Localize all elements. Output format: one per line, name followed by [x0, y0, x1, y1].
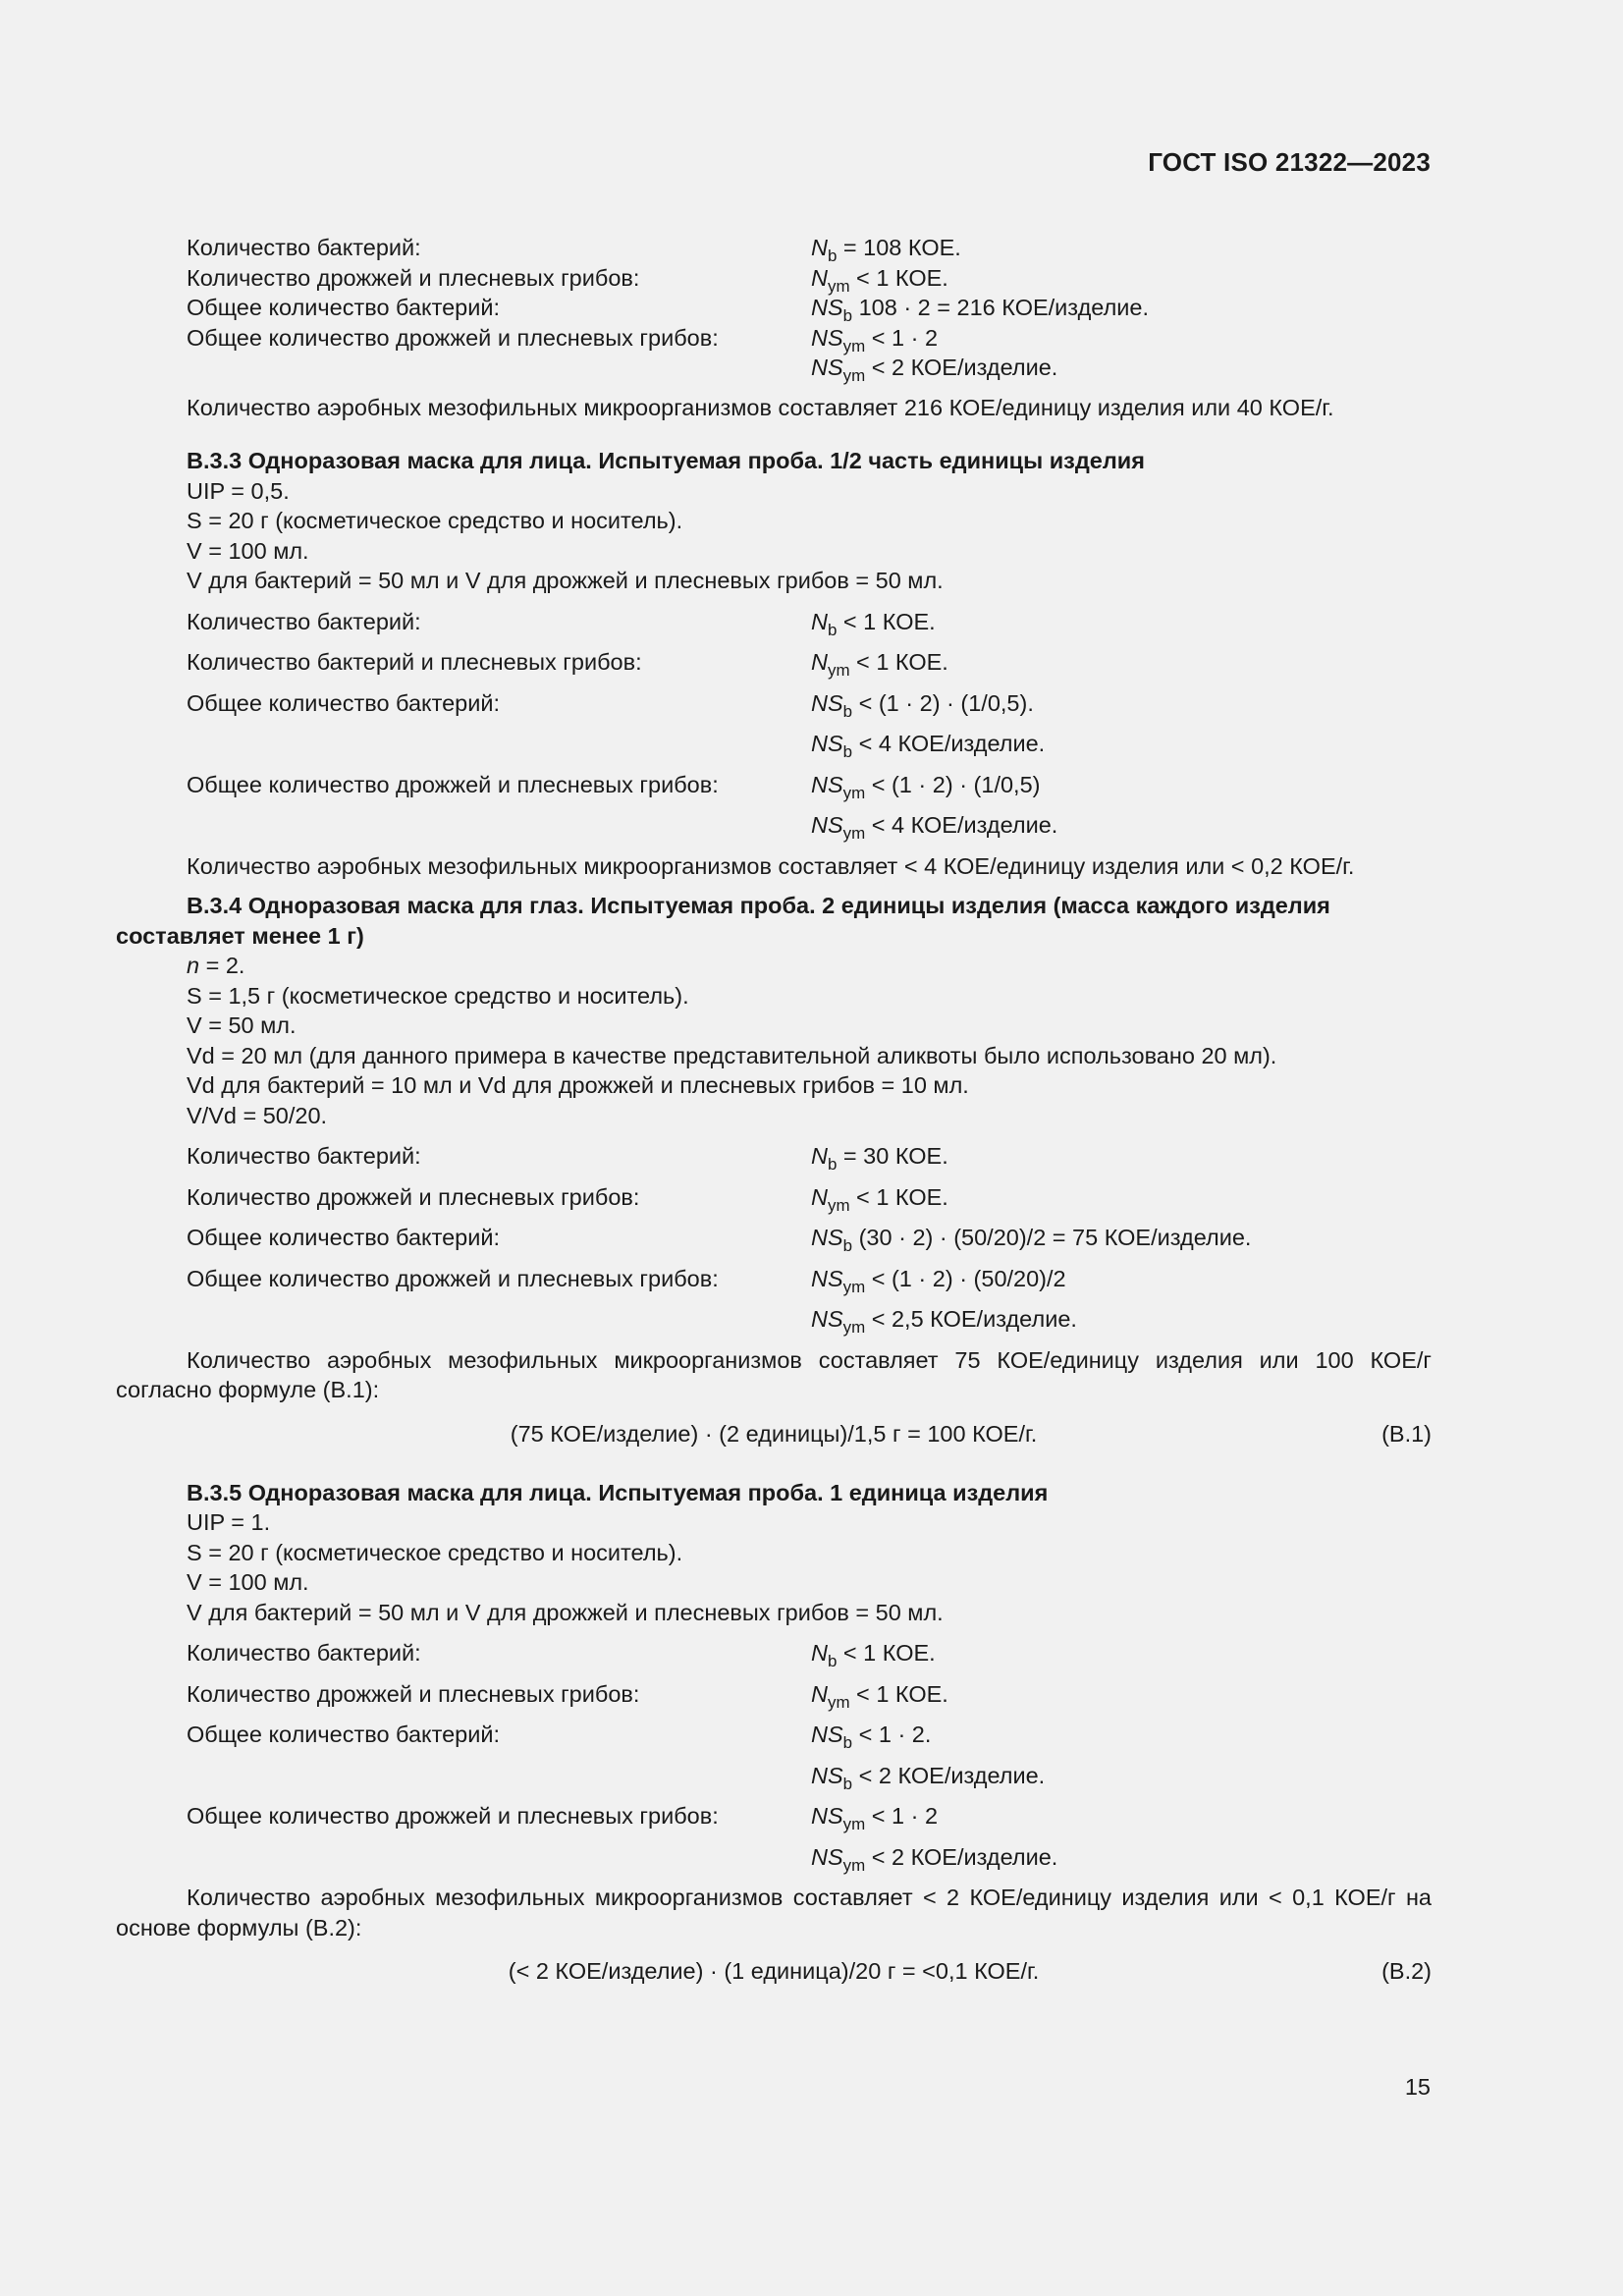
symbol-subscript: ym: [842, 1855, 866, 1875]
symbol-subscript: b: [842, 1774, 853, 1793]
formula-b2: [116, 1956, 1432, 1992]
parameter-line: UIP = 0,5.: [187, 477, 290, 504]
result-label: [116, 1304, 811, 1345]
symbol-subscript: ym: [827, 1692, 850, 1712]
formula-expression: (75 КОЕ/изделие) · (2 единицы)/1,5 г = 100 КОЕ/г.: [510, 1420, 1038, 1447]
result-value: [811, 810, 1432, 851]
result-label: Общее количество бактерий:: [187, 295, 501, 320]
symbol-subscript: ym: [827, 276, 850, 296]
result-label: Количество дрожжей и плесневых грибов:: [187, 264, 640, 291]
symbol: NS: [811, 1843, 843, 1870]
result-label: [116, 1842, 811, 1884]
section-heading-b34: В.3.4 Одноразовая маска для глаз. Испытуемая проба. 2 единицы изделия (масса каждого изделия составляет менее 1 г): [116, 893, 1330, 949]
result-row: [116, 1304, 1432, 1345]
value-text: = 30 КОЕ.: [837, 1143, 948, 1169]
result-row: [116, 1638, 1432, 1679]
result-label: [116, 729, 811, 770]
result-value: [811, 1182, 1432, 1224]
result-value: [811, 1801, 1432, 1842]
results-block-b34: [116, 1141, 1432, 1345]
result-value: [811, 729, 1432, 770]
symbol: NS: [811, 1762, 843, 1788]
value-text: < 1 КОЕ.: [849, 1680, 948, 1707]
result-value: [811, 770, 1432, 811]
symbol: N: [811, 264, 828, 291]
result-value: [811, 263, 1432, 294]
value-text: 108 · 2 = 216 КОЕ/изделие.: [852, 295, 1150, 320]
parameter-line: V = 50 мл.: [187, 1012, 297, 1038]
formula-number: (В.2): [1381, 1958, 1432, 1984]
result-row: [116, 1842, 1432, 1884]
result-label: Количество бактерий и плесневых грибов:: [187, 649, 642, 675]
value-text: < 2 КОЕ/изделие.: [865, 355, 1058, 380]
symbol-subscript: ym: [842, 823, 866, 843]
symbol-subscript: ym: [842, 365, 866, 385]
value-text: (30 · 2) · (50/20)/2 = 75 КОЕ/изделие.: [852, 1225, 1252, 1250]
value-text: < 1 КОЕ.: [837, 1640, 936, 1666]
document-body: [116, 233, 1432, 1992]
value-text: < 1 · 2: [865, 324, 939, 351]
value-text: < 1 КОЕ.: [849, 649, 948, 675]
symbol: N: [811, 608, 828, 634]
value-text: < 1 КОЕ.: [849, 1183, 948, 1210]
result-row: [116, 1720, 1432, 1761]
symbol-subscript: ym: [827, 1195, 850, 1215]
result-label: Количество дрожжей и плесневых грибов:: [187, 1183, 640, 1210]
result-label: Общее количество бактерий:: [187, 689, 501, 716]
result-row: [116, 810, 1432, 851]
parameter-line: V для бактерий = 50 мл и V для дрожжей и плесневых грибов = 50 мл.: [187, 1599, 944, 1625]
result-row: [116, 688, 1432, 730]
conclusion-1: Количество аэробных мезофильных микроорганизмов составляет 216 КОЕ/единицу изделия или 40 КОЕ/г.: [187, 394, 1334, 420]
symbol: NS: [811, 731, 843, 756]
symbol-subscript: b: [842, 741, 853, 761]
symbol-subscript: ym: [842, 1277, 866, 1296]
formula-b1: [116, 1419, 1432, 1454]
value-text: < (1 · 2) · (1/0,5).: [852, 689, 1034, 716]
param-n: n = 2.: [187, 953, 245, 978]
parameter-line: S = 1,5 г (косметическое средство и носитель).: [187, 982, 689, 1009]
symbol-subscript: ym: [842, 336, 866, 355]
symbol-subscript: b: [842, 701, 853, 721]
result-label: Количество бактерий:: [187, 235, 421, 260]
value-text: < (1 · 2) · (50/20)/2: [865, 1265, 1066, 1291]
value-text: < 1 · 2: [865, 1803, 939, 1829]
symbol-subscript: ym: [827, 660, 850, 680]
value-text: < 1 КОЕ.: [837, 608, 936, 634]
result-value: [811, 1304, 1432, 1345]
result-row: [116, 1182, 1432, 1224]
value-text: < 1 · 2.: [852, 1722, 932, 1747]
symbol-subscript: ym: [842, 1317, 866, 1337]
params-b34: [116, 981, 1432, 1131]
result-row: [116, 1264, 1432, 1305]
symbol: NS: [811, 1722, 843, 1747]
result-row: [116, 263, 1432, 294]
symbol-subscript: ym: [842, 783, 866, 802]
value-text: < 2 КОЕ/изделие.: [852, 1762, 1046, 1788]
result-label: [116, 810, 811, 851]
result-label: Количество бактерий:: [187, 1640, 421, 1666]
symbol-subscript: b: [827, 246, 838, 265]
parameter-line: UIP = 1.: [187, 1509, 271, 1535]
parameter-line: V = 100 мл.: [187, 537, 309, 564]
result-label: Количество бактерий:: [187, 1143, 421, 1169]
symbol: NS: [811, 1803, 843, 1829]
result-value: [811, 353, 1432, 383]
result-label: Общее количество бактерий:: [187, 1722, 501, 1747]
symbol: NS: [811, 812, 843, 838]
result-row: [116, 293, 1432, 323]
result-value: [811, 607, 1432, 648]
conclusion-b35: Количество аэробных мезофильных микроорганизмов составляет < 2 КОЕ/единицу изделия или < 0,1 КОЕ/г на основе формулы (В.2):: [116, 1885, 1432, 1941]
symbol: NS: [811, 689, 843, 716]
symbol-subscript: b: [827, 1651, 838, 1670]
symbol: NS: [811, 324, 843, 351]
result-row: [116, 607, 1432, 648]
section-heading-b33: В.3.3 Одноразовая маска для лица. Испытуемая проба. 1/2 часть единицы изделия: [187, 448, 1145, 473]
symbol: NS: [811, 355, 843, 380]
symbol: N: [811, 649, 828, 675]
symbol: NS: [811, 1306, 843, 1332]
section-heading-b35: В.3.5 Одноразовая маска для лица. Испытуемая проба. 1 единица изделия: [187, 1479, 1049, 1505]
parameter-line: V = 100 мл.: [187, 1569, 309, 1595]
symbol: N: [811, 1143, 828, 1169]
result-row: [116, 770, 1432, 811]
symbol-subscript: b: [842, 305, 853, 325]
symbol-subscript: b: [827, 620, 838, 639]
result-row: [116, 233, 1432, 263]
symbol: NS: [811, 1265, 843, 1291]
conclusion-b34: Количество аэробных мезофильных микроорганизмов составляет 75 КОЕ/единицу изделия или 100 КОЕ/г согласно формуле (В.1):: [116, 1346, 1432, 1402]
parameter-line: S = 20 г (косметическое средство и носитель).: [187, 1539, 683, 1565]
result-row: [116, 1141, 1432, 1182]
result-value: [811, 1842, 1432, 1884]
value-text: = 108 КОЕ.: [837, 235, 961, 260]
symbol: NS: [811, 295, 843, 320]
results-block-b33: [116, 607, 1432, 851]
result-value: [811, 1141, 1432, 1182]
parameter-line: S = 20 г (косметическое средство и носитель).: [187, 508, 683, 533]
symbol: N: [811, 1640, 828, 1666]
symbol-subscript: b: [827, 1154, 838, 1174]
result-value: [811, 323, 1432, 354]
result-row: [116, 1223, 1432, 1264]
result-label: [116, 1761, 811, 1802]
value-text: < 4 КОЕ/изделие.: [852, 731, 1046, 756]
result-label: Количество дрожжей и плесневых грибов:: [187, 1680, 640, 1707]
result-label: [116, 353, 811, 383]
parameter-line: V/Vd = 50/20.: [187, 1102, 328, 1128]
symbol: NS: [811, 1225, 843, 1250]
value-text: < 4 КОЕ/изделие.: [865, 812, 1058, 838]
result-row: [116, 729, 1432, 770]
result-value: [811, 293, 1432, 323]
result-value: [811, 647, 1432, 688]
symbol-subscript: ym: [842, 1814, 866, 1833]
result-value: [811, 688, 1432, 730]
result-row: [116, 353, 1432, 383]
symbol: N: [811, 1183, 828, 1210]
result-label: Общее количество дрожжей и плесневых грибов:: [187, 771, 719, 797]
result-row: [116, 1761, 1432, 1802]
symbol: N: [811, 235, 828, 260]
results-block-b35: [116, 1638, 1432, 1883]
parameter-line: Vd для бактерий = 10 мл и Vd для дрожжей и плесневых грибов = 10 мл.: [187, 1072, 969, 1098]
page-number: 15: [1404, 2074, 1431, 2100]
result-value: [811, 1264, 1432, 1305]
result-row: [116, 1801, 1432, 1842]
value-text: < (1 · 2) · (1/0,5): [865, 771, 1041, 797]
results-block-1: [116, 233, 1432, 383]
symbol: N: [811, 1680, 828, 1707]
symbol: NS: [811, 771, 843, 797]
document-header: ГОСТ ISO 21322—2023: [1148, 147, 1431, 177]
result-label: Общее количество дрожжей и плесневых грибов:: [187, 1803, 719, 1829]
formula-number: (В.1): [1381, 1420, 1432, 1447]
result-label: Общее количество дрожжей и плесневых грибов:: [187, 1265, 719, 1291]
parameter-line: Vd = 20 мл (для данного примера в качестве представительной аликвоты было использовано 20 мл).: [187, 1042, 1277, 1068]
symbol-subscript: b: [842, 1235, 853, 1255]
result-value: [811, 1638, 1432, 1679]
result-row: [116, 323, 1432, 354]
parameter-line: V для бактерий = 50 мл и V для дрожжей и плесневых грибов = 50 мл.: [187, 568, 944, 593]
result-value: [811, 1720, 1432, 1761]
result-value: [811, 233, 1432, 263]
symbol-subscript: b: [842, 1732, 853, 1752]
result-value: [811, 1679, 1432, 1721]
result-row: [116, 1679, 1432, 1721]
value-text: < 2,5 КОЕ/изделие.: [865, 1306, 1077, 1332]
conclusion-b33: Количество аэробных мезофильных микроорганизмов составляет < 4 КОЕ/единицу изделия или < 0,2 КОЕ/г.: [187, 852, 1355, 879]
result-label: Общее количество дрожжей и плесневых грибов:: [187, 324, 719, 351]
result-label: Общее количество бактерий:: [187, 1225, 501, 1250]
result-row: [116, 647, 1432, 688]
value-text: < 1 КОЕ.: [849, 264, 948, 291]
result-value: [811, 1761, 1432, 1802]
params-b35: [116, 1507, 1432, 1627]
params-b33: [116, 476, 1432, 596]
result-value: [811, 1223, 1432, 1264]
value-text: < 2 КОЕ/изделие.: [865, 1843, 1058, 1870]
result-label: Количество бактерий:: [187, 608, 421, 634]
formula-expression: (< 2 КОЕ/изделие) · (1 единица)/20 г = <0,1 КОЕ/г.: [508, 1958, 1040, 1984]
